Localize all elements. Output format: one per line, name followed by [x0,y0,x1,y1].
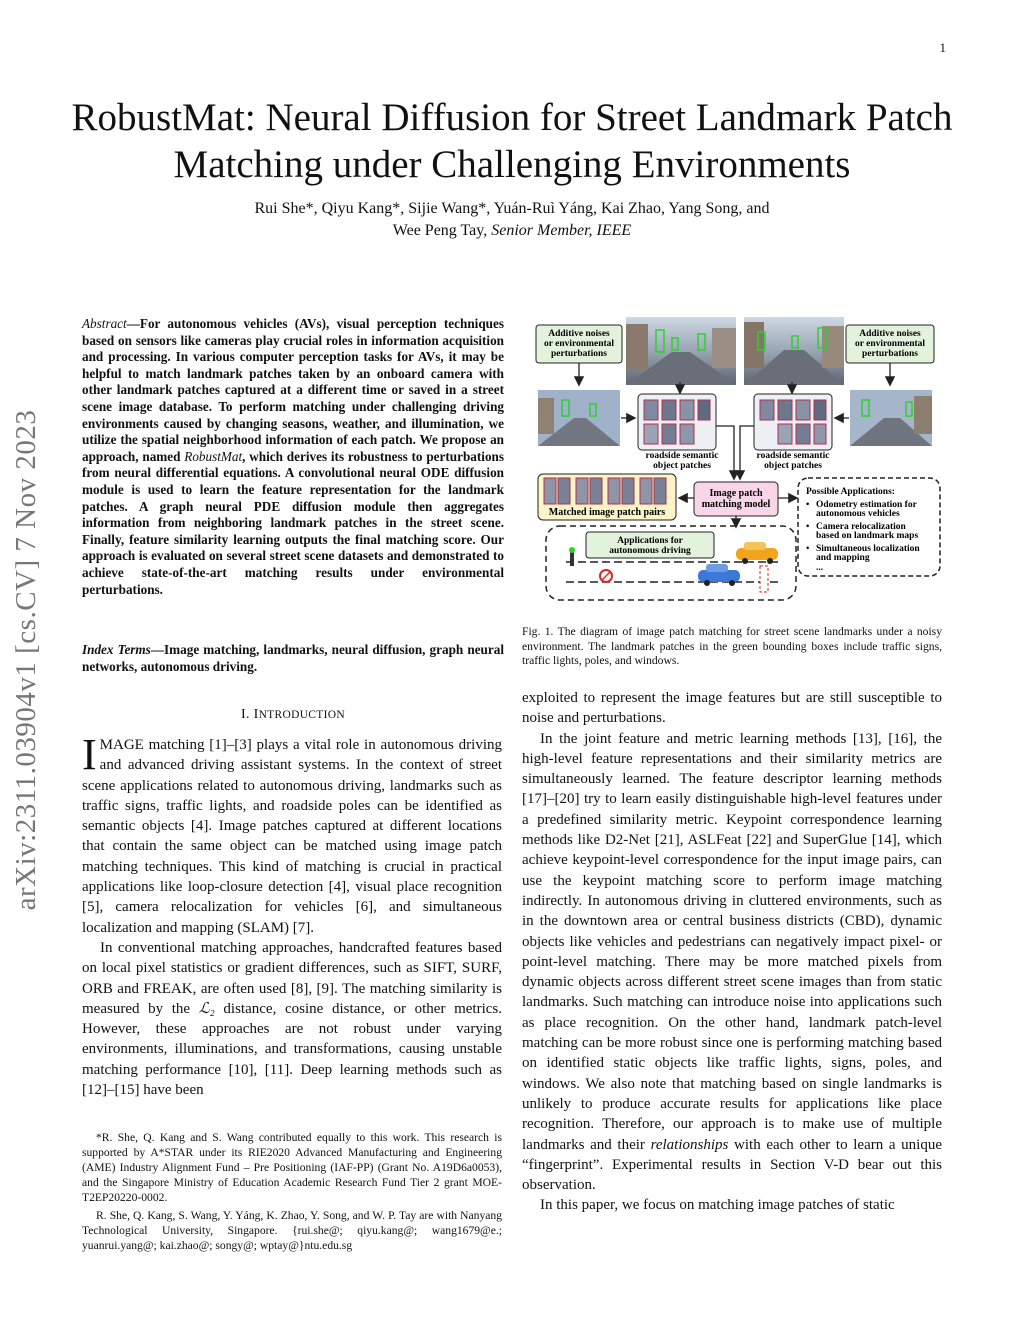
svg-text:Image patch: Image patch [709,488,763,499]
figure-caption: Fig. 1. The diagram of image patch matching for street scene landmarks under a noisy environment. The landmark patches in the green bounding boxes include traffic signs, traffic lights, poles, and windows. [522,625,942,668]
intro-p2-a: In conventional matching approaches, handcrafted features based on local pixel statistics or gradient differences, such as SIFT, SURF, ORB and FREAK, are often used [8], [9]. The matching similarity is measured by the [82,939,502,1017]
author-name: Wee Peng Tay, [392,222,492,239]
intro-left-column [82,730,502,1100]
svg-text:Odometry estimation for: Odometry estimation for [816,500,917,510]
patches-label-right [757,451,830,471]
svg-text:Possible Applications:: Possible Applications: [806,487,895,497]
noisy-photo-left [538,390,620,446]
svg-text:•: • [806,500,810,510]
page-number: 1 [939,40,946,55]
index-terms-label: Index Terms [82,642,151,657]
svg-text:roadside semantic: roadside semantic [645,451,719,461]
svg-text:roadside semantic: roadside semantic [756,451,830,461]
section-first-letter: I [253,707,259,722]
car-yellow-icon [736,542,778,564]
noise-box-left [536,325,622,363]
author-role: Senior Member, IEEE [491,222,632,239]
footnote-affiliation: R. She, Q. Kang, S. Wang, Y. Yáng, K. Zhao, Y. Song, and W. P. Tay are with Nanyang Technological University, Singapore. {rui.she@; qiyu.kang@; wang1679@e.; yuanrui.yang@; kai.zhao@; songy@; wptay@}ntu.edu.sg [82,1209,502,1252]
svg-text:autonomous driving: autonomous driving [609,546,691,556]
svg-text:or environmental: or environmental [854,339,926,349]
abstract [82,316,504,598]
svg-text:and mapping: and mapping [816,553,870,563]
svg-text:Simultaneous localization: Simultaneous localization [816,544,920,554]
relationships-emphasis: relationships [650,1136,729,1153]
noisy-photo-right [850,390,932,446]
car-blue-icon [698,564,740,586]
section-numeral: I. [241,707,254,722]
right-paragraph-2: In this paper, we focus on matching image patches of static [540,1197,895,1214]
abstract-text-b: , which derives its robustness to perturbations from neural differential equations. A convolutional neural ODE diffusion module is used to learn the feature representation for the landmark patches. A graph neural PDE diffusion module then aggregates information from neighboring landmark patches in the street scene. Finally, feature similarity learning outputs the final matching score. Our approach is evaluated on several street scene datasets and demonstrated to achieve state-of-the-art matching results under environmental perturbations. [82,448,505,597]
svg-text:matching model: matching model [701,499,771,510]
arrow [740,426,754,478]
method-name: RobustMat [184,448,243,464]
right-p1-end: with each other to learn a unique “fingerprint”. Experimental results in Section V-D bear out this observation. [522,1136,942,1194]
svg-text:Camera relocalization: Camera relocalization [816,522,906,532]
svg-text:based on landmark maps: based on landmark maps [816,531,919,541]
svg-text:Applications for: Applications for [617,536,683,546]
section-heading-introduction [82,707,504,723]
svg-text:object patches: object patches [653,461,711,471]
svg-text:...: ... [816,563,824,573]
right-paragraph-0: exploited to represent the image features but are still susceptible to noise and perturbations. [522,690,942,727]
svg-text:•: • [806,544,810,554]
intro-paragraph-1 [82,730,502,938]
arxiv-stamp: arXiv:2311.03904v1 [cs.CV] 7 Nov 2023 [10,409,42,911]
svg-text:perturbations: perturbations [862,349,918,359]
model-box [694,482,778,516]
patches-label-left [646,451,719,471]
svg-text:Additive noises: Additive noises [859,329,921,339]
authors-line-1: Rui She*, Qiyu Kang*, Sijie Wang*, Yuán-Ruì Yáng, Kai Zhao, Yang Song, and [254,200,770,217]
paper-title: RobustMat: Neural Diffusion for Street Landmark Patch Matching under Challenging Environments [71,96,953,186]
drop-cap: I [82,730,97,779]
svg-text:Matched image patch pairs: Matched image patch pairs [548,507,666,518]
right-p1-text: In the joint feature and metric learning methods [13], [16], the high-level feature representations and their similarity metrics are simultaneously learned. The feature descriptor learning methods [17]–[20] try to learn easily distinguishable high-level features under a predefined similarity metric. Keypoint correspondence learning methods like D2-Net [21], ASLFeat [22] and SuperGlue [14], which achieve keypoint-level correspondence for the input image pairs, can use the keypoint matching score to perform image matching indirectly. In autonomous driving in cluttered environments, such as in the downtown area or central business districts (CBD), dynamic objects like vehicles and pedestrians can negatively impact pixel- or point-level matching. There may be more matched pixels from dynamic objects across different street scene images than from static landmarks. Such matching can introduce noise into applications such as place recognition. On the other hand, landmark patch-level matching can be more robust since one is performing matching based on identified static objects like traffic lights, signs, poles, and windows. We also note that matching based on single landmarks is unlikely to produce accurate results for applications like place recognition. Therefore, our approach is to make use of multiple landmarks and their [522,730,942,1153]
matched-pairs-box [538,474,676,520]
intro-p1-text: MAGE matching [1]–[3] plays a vital role in autonomous driving and advanced driving assistant systems. In the context of street scene applications related to autonomous driving, landmarks such as traffic signs, traffic lights, and roadside poles can be identified as semantic objects [4]. Image patches captured at different locations that contain the same object can be matched using image patch matching techniques. This kind of matching is crucial in practical applications like loop-closure detection [4], visual place recognition [5], camera relocalization for vehicles [6], and simultaneous localization and mapping (SLAM) [7]. [82,737,502,936]
noise-box-right [846,325,934,363]
abstract-label: Abstract [82,316,127,331]
right-paragraph-1 [522,729,942,1196]
footnotes [82,1130,502,1253]
svg-text:•: • [806,522,810,532]
intro-paragraph-2 [82,938,502,1100]
applications-box [798,478,940,576]
svg-text:Additive noises: Additive noises [548,329,610,339]
svg-text:perturbations: perturbations [551,349,607,359]
patch-panel-left [638,394,716,450]
index-terms-text: —Image matching, landmarks, neural diffusion, graph neural networks, autonomous driving. [82,642,504,674]
author-list [100,198,924,242]
abstract-text-a: —For autonomous vehicles (AVs), visual perception techniques based on sensors like cameras play crucial roles in information acquisition and processing. In various computer perception tasks for AVs, it may be helpful to match landmark patches taken by an onboard camera with other landmark patches captured at a different time or saved in a street scene image database. To perform matching under challenging driving environments caused by changing seasons, weather, and illumination, we utilize the spatial neighborhood information of each patch. We propose an approach, named [82,316,504,464]
street-photo-top-right [744,317,844,385]
svg-text:or environmental: or environmental [543,339,615,349]
svg-text:autonomous vehicles: autonomous vehicles [816,509,900,519]
street-photo-top-left [626,317,736,385]
index-terms [82,642,504,675]
svg-text:object patches: object patches [764,461,822,471]
l2-norm-math: ℒ₂ [198,1000,215,1017]
footnote-contribution: *R. She, Q. Kang and S. Wang contributed equally to this work. This research is supported by A*STAR under its RIE2020 Advanced Manufacturing and Engineering (AME) Industry Alignment Fund – Pre Positioning (IAF-PP) (Grant No. A19D6a0053), and the Singapore Ministry of Education Academic Research Fund Tier 2 grant MOE-T2EP20220-0002. [82,1131,502,1204]
authors-line-2 [100,220,924,242]
section-title-rest: NTRODUCTION [258,709,345,721]
patch-panel-right [754,394,832,450]
autonomous-driving-region [546,526,796,600]
intro-right-column [522,688,942,1216]
figure-1 [522,314,948,614]
intro-p2-b: distance, cosine distance, or other metrics. However, these approaches are not robust under varying environments, illuminations, and transformations, causing unstable matching performance [10], [11]. Deep learning methods such as [12]–[15] have been [82,1000,502,1099]
arrow [716,426,734,478]
